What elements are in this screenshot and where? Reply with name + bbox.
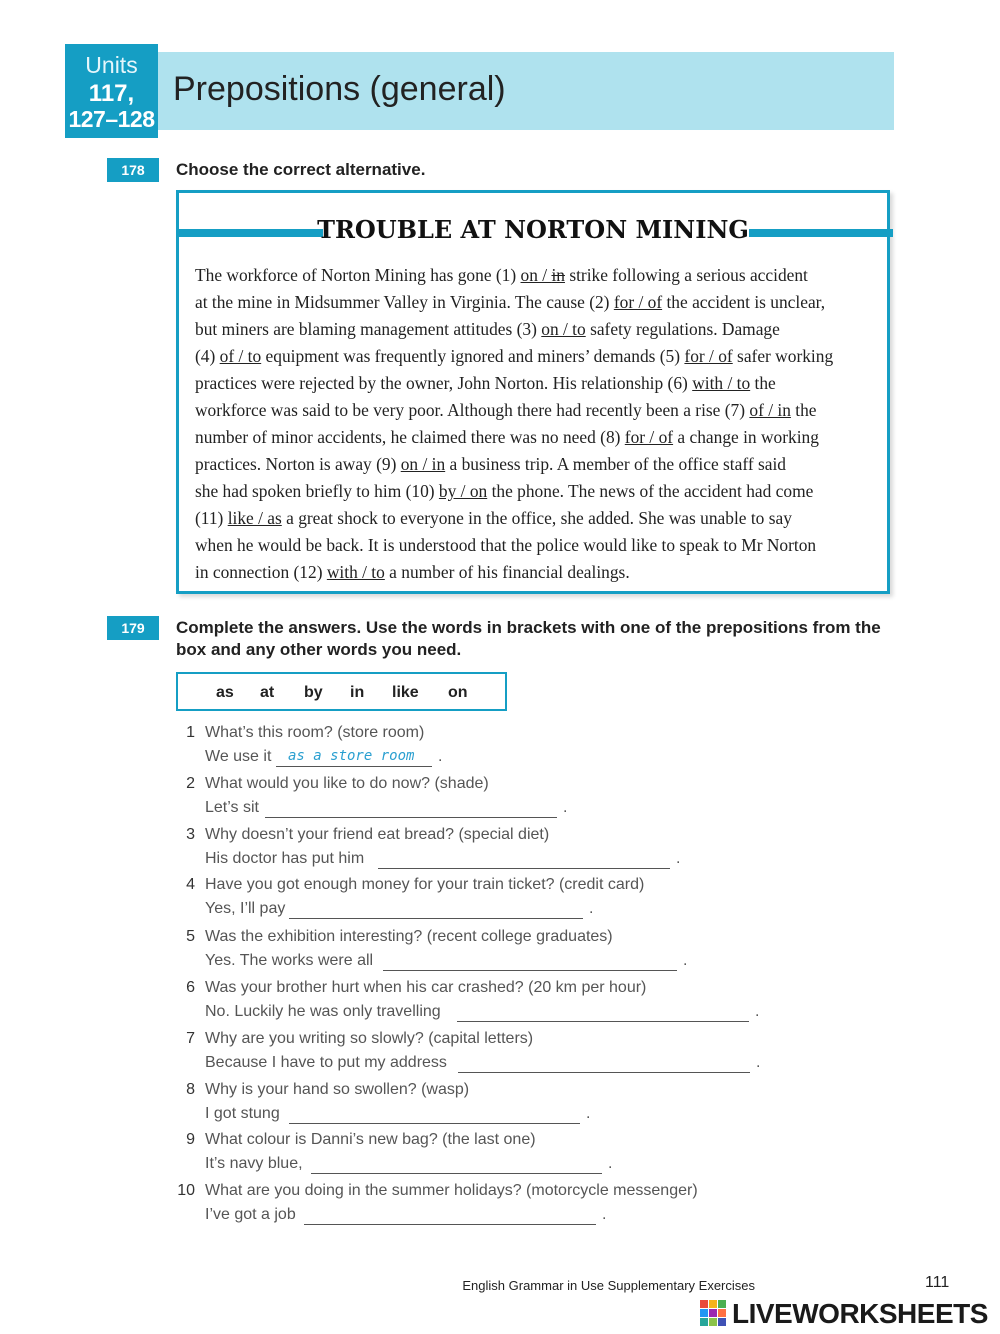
answer-prompt: Yes, I’ll pay: [205, 900, 286, 917]
story-line: [195, 319, 780, 340]
question-text: What’s this room? (store room): [205, 724, 425, 741]
answer-option-text: on / in: [400, 454, 446, 474]
story-line: [195, 292, 825, 313]
story-text-segment: at the mine in Midsummer Valley in Virginia. The cause (2): [195, 292, 614, 312]
liveworksheets-icon: [700, 1298, 728, 1326]
story-text-segment: safer working: [732, 346, 834, 366]
answer-prompt: Yes. The works were all: [205, 952, 374, 969]
story-text-segment: a great shock to everyone in the office, she added. She was unable to say: [281, 508, 792, 528]
sentence-period: .: [602, 1206, 607, 1223]
story-text-segment: number of minor accidents, he claimed there was no need (8): [195, 427, 625, 447]
book-title: English Grammar in Use Supplementary Exercises: [462, 1278, 755, 1293]
answer-prompt: It’s navy blue,: [205, 1155, 303, 1172]
answer-prompt: Let’s sit: [205, 799, 259, 816]
story-text-segment: a number of his financial dealings.: [384, 562, 630, 582]
story-box: [176, 190, 890, 594]
question-text: Was your brother hurt when his car crashed? (20 km per hour): [205, 979, 647, 996]
question-text: What colour is Danni’s new bag? (the last one): [205, 1131, 536, 1148]
story-text-segment: The workforce of Norton Mining has gone (1): [195, 265, 521, 285]
story-line: [195, 427, 819, 448]
answer-blank[interactable]: [378, 868, 670, 869]
sentence-period: .: [756, 1054, 761, 1071]
question-text: Why is your hand so swollen? (wasp): [205, 1081, 470, 1098]
sentence-period: .: [586, 1105, 591, 1122]
struck-option: in: [551, 265, 565, 285]
story-text-segment: when he would be back. It is understood that the police would like to speak to Mr Norton: [195, 535, 817, 555]
prep-like: like: [392, 684, 419, 701]
question-number: 2: [186, 775, 195, 792]
prep-by: by: [304, 684, 323, 701]
liveworksheets-logo: [700, 1298, 988, 1331]
question-text: Was the exhibition interesting? (recent college graduates): [205, 928, 613, 945]
story-text-segment: practices were rejected by the owner, John Norton. His relationship (6): [195, 373, 693, 393]
answer-option[interactable]: [439, 481, 487, 501]
question-text: Why are you writing so slowly? (capital letters): [205, 1030, 534, 1047]
exercise-178-instruction: Choose the correct alternative.: [176, 160, 426, 179]
answer-option[interactable]: [541, 319, 585, 339]
story-text-segment: workforce was said to be very poor. Although there had recently been a rise (7): [195, 400, 750, 420]
question-text: Have you got enough money for your train ticket? (credit card): [205, 876, 645, 893]
answer-prompt: Because I have to put my address: [205, 1054, 447, 1071]
sentence-period: .: [683, 952, 688, 969]
story-line: [195, 508, 792, 529]
prep-on: on: [448, 684, 468, 701]
answer-blank[interactable]: [265, 817, 557, 818]
answer-blank[interactable]: [304, 1224, 596, 1225]
story-text-segment: (4): [195, 346, 220, 366]
story-line: [195, 346, 833, 367]
story-text-segment: she had spoken briefly to him (10): [195, 481, 439, 501]
question-number: 1: [186, 724, 195, 741]
story-line: [195, 454, 786, 475]
units-number-2: 127–128: [68, 106, 155, 132]
answer-prompt: We use it: [205, 748, 272, 765]
question-text: Why doesn’t your friend eat bread? (special diet): [205, 826, 550, 843]
story-line: [195, 481, 813, 502]
question-number: 4: [186, 876, 195, 893]
question-text: What would you like to do now? (shade): [205, 775, 489, 792]
answer-prompt: I’ve got a job: [205, 1206, 296, 1223]
answer-option-text: with / to: [692, 373, 751, 393]
exercise-number-179: 179: [107, 616, 159, 640]
story-text-segment: the: [790, 400, 817, 420]
sentence-period: .: [589, 900, 594, 917]
story-text-segment: safety regulations. Damage: [585, 319, 780, 339]
answer-blank[interactable]: [276, 766, 432, 767]
question-text: What are you doing in the summer holidays? (motorcycle messenger): [205, 1182, 698, 1199]
story-line: [195, 535, 816, 556]
answer-option[interactable]: [692, 373, 750, 393]
question-number: 3: [186, 826, 195, 843]
answer-blank[interactable]: [457, 1021, 749, 1022]
answer-blank[interactable]: [289, 918, 583, 919]
page-title: Prepositions (general): [173, 70, 506, 108]
exercise-number-178: 178: [107, 158, 159, 182]
answer-option[interactable]: [521, 265, 565, 285]
sentence-period: .: [676, 850, 681, 867]
answer-prompt: His doctor has put him: [205, 850, 365, 867]
answer-option-text: on / to: [541, 319, 586, 339]
answer-option-text: of / to: [219, 346, 262, 366]
answer-option[interactable]: [625, 427, 673, 447]
answer-blank[interactable]: [311, 1173, 602, 1174]
units-label: Units: [85, 52, 138, 78]
sentence-period: .: [608, 1155, 613, 1172]
answer-option-text: with / to: [326, 562, 385, 582]
question-number: 9: [186, 1131, 195, 1148]
story-text-segment: (11): [195, 508, 228, 528]
story-text-segment: a change in working: [673, 427, 819, 447]
story-text-segment: in connection (12): [195, 562, 327, 582]
story-text-segment: a business trip. A member of the office staff said: [445, 454, 786, 474]
answer-option[interactable]: [749, 400, 791, 420]
answer-option-text: by / on: [438, 481, 488, 501]
exercise-179-instruction-2: box and any other words you need.: [176, 640, 462, 659]
page-number: 111: [925, 1274, 950, 1291]
answer-option[interactable]: [614, 292, 662, 312]
answer-option-text: of / in: [749, 400, 791, 420]
story-title: TROUBLE AT NORTON MINING: [317, 215, 749, 244]
answer-option[interactable]: [220, 346, 262, 366]
exercise-179-instruction-1: Complete the answers. Use the words in brackets with one of the prepositions from the: [176, 618, 881, 637]
answer-option[interactable]: [228, 508, 282, 528]
answer-blank[interactable]: [383, 970, 677, 971]
units-badge: [65, 44, 158, 138]
story-text-segment: the phone. The news of the accident had come: [487, 481, 814, 501]
prep-at: at: [260, 684, 275, 701]
sentence-period: .: [563, 799, 568, 816]
answer-option-text: like / as: [227, 508, 282, 528]
answer-option[interactable]: [401, 454, 445, 474]
story-text-segment: but miners are blaming management attitudes (3): [195, 319, 542, 339]
answer-prompt: I got stung: [205, 1105, 280, 1122]
filled-answer[interactable]: as a store room: [288, 748, 415, 764]
units-number-1: 117,: [88, 80, 135, 107]
story-text-segment: equipment was frequently ignored and miners’ demands (5): [261, 346, 685, 366]
answer-prompt: No. Luckily he was only travelling: [205, 1003, 441, 1020]
story-line: [195, 265, 808, 286]
story-line: [195, 373, 776, 394]
question-number: 7: [186, 1030, 195, 1047]
answer-option-text: for / of: [624, 427, 674, 447]
story-text-segment: practices. Norton is away (9): [195, 454, 401, 474]
answer-blank[interactable]: [289, 1123, 580, 1124]
answer-option[interactable]: for / of: [684, 346, 733, 366]
story-line: [195, 400, 817, 421]
answer-option-text: for / of: [613, 292, 663, 312]
liveworksheets-brand: LIVEWORKSHEETS: [732, 1298, 988, 1329]
question-number: 5: [186, 928, 195, 945]
prep-as: as: [216, 684, 234, 701]
question-number: 8: [186, 1081, 195, 1098]
question-number: 6: [186, 979, 195, 996]
answer-blank[interactable]: [458, 1072, 750, 1073]
title-band: [158, 52, 894, 130]
sentence-period: .: [438, 748, 443, 765]
preposition-box: [176, 672, 507, 711]
prep-in: in: [350, 684, 365, 701]
story-line: [195, 562, 630, 583]
answer-option[interactable]: [327, 562, 385, 582]
sentence-period: .: [755, 1003, 760, 1020]
story-text-segment: strike following a serious accident: [564, 265, 808, 285]
story-text-segment: the accident is unclear,: [662, 292, 826, 312]
answer-option-text: on /: [520, 265, 552, 285]
story-text-segment: the: [750, 373, 776, 393]
question-number: 10: [177, 1182, 195, 1199]
